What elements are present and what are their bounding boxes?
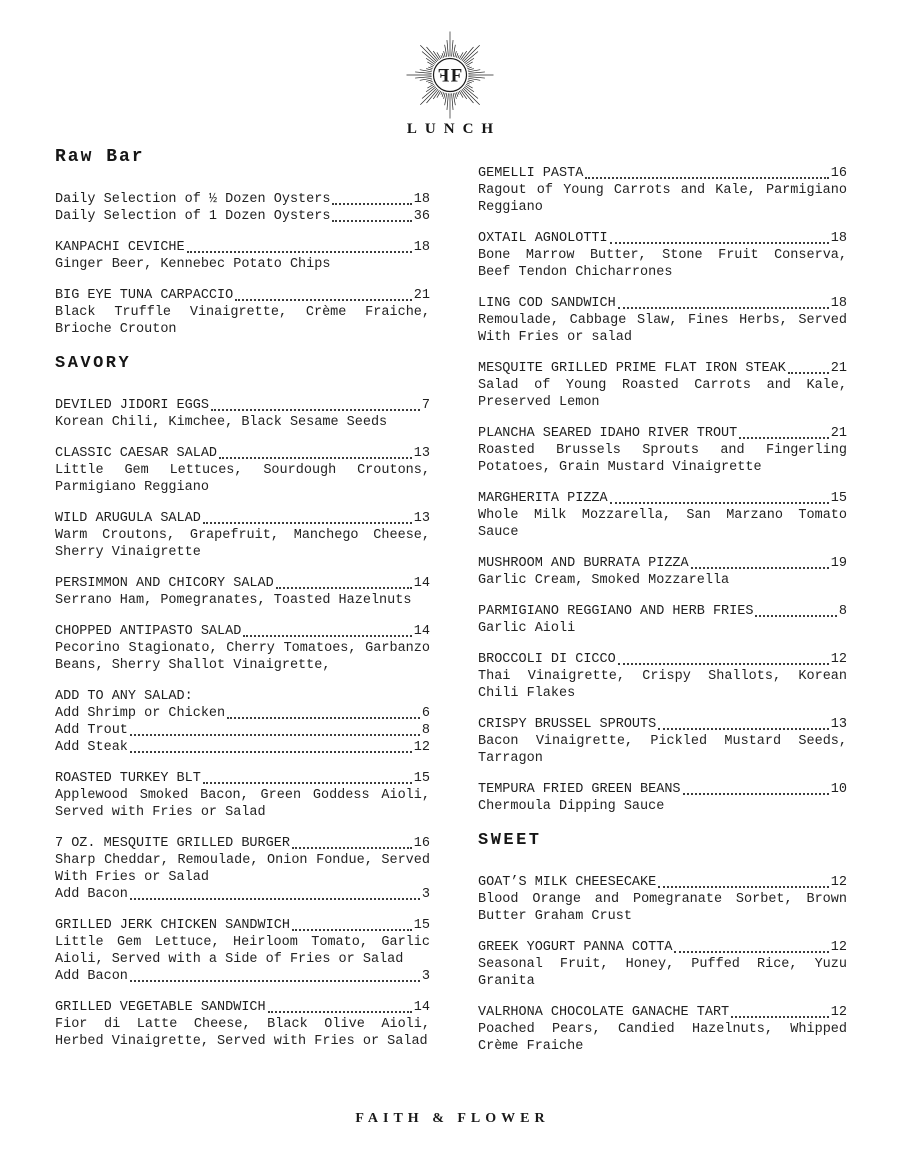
dot-leader — [292, 929, 412, 931]
menu-item-row — [55, 208, 430, 225]
menu-item-price: 7 — [421, 398, 430, 413]
dot-leader — [268, 1011, 412, 1013]
menu-item — [478, 939, 847, 990]
menu-item-row — [55, 968, 430, 985]
menu-item-name: PARMIGIANO REGGIANO AND HERB FRIES — [478, 604, 754, 619]
menu-item-price: 14 — [413, 1000, 430, 1015]
menu-item-price: 12 — [830, 1005, 847, 1020]
menu-item — [55, 917, 430, 985]
menu-item-row — [478, 360, 847, 377]
sunburst-ray — [452, 40, 453, 56]
menu-item-desc: Applewood Smoked Bacon, Green Goddess Aioli, Served with Fries or Salad — [55, 788, 430, 820]
dot-leader — [610, 502, 829, 504]
menu-item-name: Daily Selection of 1 Dozen Oysters — [55, 209, 331, 224]
menu-item — [55, 623, 430, 674]
menu-item-desc: Bone Marrow Butter, Stone Fruit Conserva, Beef Tendon Chicharrones — [478, 248, 847, 280]
restaurant-name: FAITH & FLOWER — [355, 1111, 550, 1126]
menu-item-price: 13 — [830, 717, 847, 732]
dot-leader — [130, 734, 420, 736]
menu-item-price: 15 — [413, 918, 430, 933]
sunburst-ray — [427, 89, 439, 103]
sunburst-ray — [456, 53, 458, 57]
menu-item — [55, 999, 430, 1050]
menu-item-desc: Remoulade, Cabbage Slaw, Fines Herbs, Served With Fries or salad — [478, 313, 847, 345]
dot-leader — [658, 886, 829, 888]
menu-item-price: 16 — [830, 166, 847, 181]
menu-item-row — [478, 295, 847, 312]
menu-item-price: 14 — [413, 576, 430, 591]
menu-column-left — [55, 147, 430, 1069]
menu-item — [478, 425, 847, 476]
sunburst-ray — [467, 66, 470, 67]
dot-leader — [292, 847, 412, 849]
logo-letter-reversed: F — [437, 65, 450, 87]
menu-item-desc: Roasted Brussels Sprouts and Fingerling Potatoes, Grain Mustard Vinaigrette — [478, 443, 847, 475]
dot-leader — [788, 372, 829, 374]
menu-item-row — [55, 688, 430, 705]
menu-item-row — [478, 874, 847, 891]
menu-item-name: GOAT’S MILK CHEESECAKE — [478, 875, 657, 890]
menu-item-price: 12 — [830, 875, 847, 890]
dot-leader — [276, 587, 412, 589]
menu-item — [55, 688, 430, 756]
menu-item-price: 21 — [830, 426, 847, 441]
menu-item — [478, 555, 847, 589]
sunburst-ray — [463, 88, 480, 105]
menu-item — [478, 165, 847, 216]
menu-item-name: GRILLED JERK CHICKEN SANDWICH — [55, 918, 290, 933]
sunburst-ray — [466, 84, 473, 88]
menu-item-row — [478, 781, 847, 798]
menu-item-row — [478, 716, 847, 733]
menu-item-name: 7 OZ. MESQUITE GRILLED BURGER — [55, 836, 290, 851]
menu-item-desc: Korean Chili, Kimchee, Black Sesame Seeds — [55, 415, 388, 430]
menu-item-row — [478, 1004, 847, 1021]
menu-item — [478, 230, 847, 281]
section-title: SWEET — [478, 831, 542, 850]
dot-leader — [691, 567, 829, 569]
menu-item-name: Add Bacon — [55, 887, 128, 902]
menu-item-desc: Ginger Beer, Kennebec Potato Chips — [55, 257, 331, 272]
dot-leader — [674, 951, 828, 953]
menu-item-row — [478, 490, 847, 507]
menu-item — [55, 191, 430, 225]
menu-item — [55, 770, 430, 821]
menu-item-name: BROCCOLI DI CICCO — [478, 652, 616, 667]
menu-item — [478, 490, 847, 541]
menu-item-price: 3 — [421, 887, 430, 902]
menu-item-price: 3 — [421, 969, 430, 984]
sunburst-ray — [427, 47, 439, 61]
dot-leader — [130, 980, 420, 982]
menu-item — [55, 397, 430, 431]
sunburst-ray — [458, 92, 459, 95]
menu-item-name: CHOPPED ANTIPASTO SALAD — [55, 624, 242, 639]
menu-item — [55, 510, 430, 561]
menu-item-row — [55, 770, 430, 787]
menu-item-price: 21 — [413, 288, 430, 303]
menu-item-desc: Pecorino Stagionato, Cherry Tomatoes, Garbanzo Beans, Sherry Shallot Vinaigrette, — [55, 641, 430, 673]
sunburst-ray — [437, 52, 441, 59]
menu-item-price: 15 — [413, 771, 430, 786]
menu-item-row — [478, 165, 847, 182]
menu-item-name: ROASTED TURKEY BLT — [55, 771, 201, 786]
menu-item-desc: Chermoula Dipping Sauce — [478, 799, 665, 814]
menu-item-name: CLASSIC CAESAR SALAD — [55, 446, 218, 461]
menu-item — [478, 603, 847, 637]
menu-item-desc: Thai Vinaigrette, Crispy Shallots, Korean Chili Flakes — [478, 669, 847, 701]
menu-item-name: MARGHERITA PIZZA — [478, 491, 608, 506]
dot-leader — [227, 717, 420, 719]
sunburst-ray — [455, 51, 457, 57]
menu-item — [55, 239, 430, 273]
menu-item-row — [55, 191, 430, 208]
menu-item-name: VALRHONA CHOCOLATE GANACHE TART — [478, 1005, 730, 1020]
sunburst-ray — [428, 67, 432, 69]
menu-item-price: 21 — [830, 361, 847, 376]
menu-item-price: 18 — [830, 231, 847, 246]
sunburst-ray — [464, 87, 478, 99]
menu-item — [55, 835, 430, 903]
menu-item-row — [55, 445, 430, 462]
dot-leader — [610, 242, 829, 244]
dot-leader — [755, 615, 836, 617]
sunburst-ray — [456, 92, 458, 96]
menu-item-row — [55, 705, 430, 722]
sunburst-ray — [447, 93, 448, 109]
sunburst-ray — [442, 53, 444, 57]
menu-item-price: 18 — [830, 296, 847, 311]
menu-item-row — [478, 939, 847, 956]
menu-header — [0, 0, 900, 138]
menu-item-desc: Little Gem Lettuce, Heirloom Tomato, Garlic Aioli, Served with a Side of Fries or Salad — [55, 935, 430, 967]
logo-letter: F — [450, 65, 463, 87]
sunburst-ray — [468, 72, 484, 73]
menu-item-desc: Seasonal Fruit, Honey, Puffed Rice, Yuzu Granita — [478, 957, 847, 989]
sunburst-ray — [442, 92, 444, 96]
menu-item-name: CRISPY BRUSSEL SPROUTS — [478, 717, 657, 732]
dot-leader — [203, 782, 412, 784]
sunburst-ray — [462, 89, 474, 103]
menu-item-price: 10 — [830, 782, 847, 797]
menu-item-price: 14 — [413, 624, 430, 639]
dot-leader — [243, 635, 411, 637]
sunburst-ray — [422, 52, 436, 64]
menu-item-row — [478, 603, 847, 620]
menu-item-row — [55, 623, 430, 640]
menu-item-desc: Bacon Vinaigrette, Pickled Mustard Seeds, Tarragon — [478, 734, 847, 766]
menu-item-row — [55, 835, 430, 852]
dot-leader — [235, 299, 412, 301]
sunburst-ray — [427, 62, 434, 66]
dot-leader — [618, 307, 829, 309]
sunburst-ray — [444, 93, 446, 99]
menu-item-desc: Blood Orange and Pomegranate Sorbet, Brown Butter Graham Crust — [478, 892, 847, 924]
dot-leader — [739, 437, 829, 439]
menu-item-row — [478, 425, 847, 442]
menu-item-name: GREEK YOGURT PANNA COTTA — [478, 940, 673, 955]
sunburst-ray — [444, 51, 446, 57]
sunburst-ray — [455, 93, 457, 99]
menu-item-row — [55, 722, 430, 739]
menu-item-name: Add Shrimp or Chicken — [55, 706, 226, 721]
menu-item-name: KANPACHI CEVICHE — [55, 240, 185, 255]
menu-item-name: DEVILED JIDORI EGGS — [55, 398, 209, 413]
sunburst-ray — [447, 40, 448, 56]
menu-item — [55, 445, 430, 496]
menu-item-price: 12 — [413, 740, 430, 755]
menu-item-name: GRILLED VEGETABLE SANDWICH — [55, 1000, 266, 1015]
menu-item-price: 18 — [413, 240, 430, 255]
menu-body — [0, 147, 900, 1069]
menu-item-name: Add Trout — [55, 723, 128, 738]
menu-item — [478, 874, 847, 925]
sunburst-ray — [464, 52, 478, 64]
dot-leader — [683, 793, 829, 795]
sunburst-ray — [428, 81, 432, 83]
menu-item-row — [55, 886, 430, 903]
sunburst-ray — [437, 91, 441, 98]
sunburst-ray — [466, 62, 473, 66]
sunburst-ray — [467, 67, 471, 69]
menu-item — [478, 360, 847, 411]
menu-item — [478, 295, 847, 346]
dot-leader — [219, 457, 412, 459]
sunburst-ray — [459, 91, 463, 98]
sunburst-ray — [462, 47, 474, 61]
section-title: Raw Bar — [55, 147, 145, 167]
sunburst-ray — [430, 83, 433, 84]
dot-leader — [187, 251, 412, 253]
menu-item-name: GEMELLI PASTA — [478, 166, 584, 181]
menu-item-price: 13 — [413, 511, 430, 526]
menu-item — [55, 287, 430, 338]
menu-item-desc: Fior di Latte Cheese, Black Olive Aioli, Herbed Vinaigrette, Served with Fries or Salad — [55, 1017, 430, 1049]
dot-leader — [211, 409, 420, 411]
menu-item-desc: Salad of Young Roasted Carrots and Kale, Preserved Lemon — [478, 378, 847, 410]
menu-item-row — [478, 651, 847, 668]
ff-monogram-icon — [438, 66, 462, 87]
sunburst-ray — [458, 55, 459, 58]
menu-item-desc: Ragout of Young Carrots and Kale, Parmigiano Reggiano — [478, 183, 847, 215]
menu-item-row — [55, 397, 430, 414]
sunburst-ray — [468, 80, 474, 82]
menu-item-desc: Little Gem Lettuces, Sourdough Croutons, Parmigiano Reggiano — [55, 463, 430, 495]
menu-item-row — [55, 739, 430, 756]
menu-item-desc: Whole Milk Mozzarella, San Marzano Tomato Sauce — [478, 508, 847, 540]
menu-column-right — [478, 147, 847, 1069]
menu-item-row — [55, 510, 430, 527]
menu-item — [478, 716, 847, 767]
menu-item-price: 6 — [421, 706, 430, 721]
menu-item — [55, 575, 430, 609]
sunburst-ray — [430, 66, 433, 67]
menu-item-row — [55, 575, 430, 592]
menu-item-name: PLANCHA SEARED IDAHO RIVER TROUT — [478, 426, 738, 441]
sunburst-ray — [452, 93, 453, 109]
dot-leader — [618, 663, 829, 665]
dot-leader — [658, 728, 829, 730]
menu-item-name: BIG EYE TUNA CARPACCIO — [55, 288, 234, 303]
sunburst-ray — [467, 81, 471, 83]
menu-item-name: PERSIMMON AND CHICORY SALAD — [55, 576, 274, 591]
menu-item-row — [478, 555, 847, 572]
menu-item-price: 19 — [830, 556, 847, 571]
menu-item-row — [478, 230, 847, 247]
sunburst-ray — [422, 87, 436, 99]
dot-leader — [203, 522, 412, 524]
menu-item-row — [55, 917, 430, 934]
meal-label: LUNCH — [406, 121, 502, 137]
menu-item-row — [55, 239, 430, 256]
menu-item-name: Daily Selection of ½ Dozen Oysters — [55, 192, 331, 207]
menu-item-name: WILD ARUGULA SALAD — [55, 511, 201, 526]
menu-item-name: TEMPURA FRIED GREEN BEANS — [478, 782, 681, 797]
ff-sunburst-logo — [405, 30, 495, 120]
menu-item-desc: Poached Pears, Candied Hazelnuts, Whipped Crème Fraiche — [478, 1022, 847, 1054]
dot-leader — [731, 1016, 829, 1018]
menu-item-price: 8 — [421, 723, 430, 738]
menu-item-name: MESQUITE GRILLED PRIME FLAT IRON STEAK — [478, 361, 786, 376]
menu-item-name: Add Steak — [55, 740, 128, 755]
menu-item-desc: Garlic Cream, Smoked Mozzarella — [478, 573, 730, 588]
sunburst-ray — [420, 45, 437, 62]
menu-item-name: Add Bacon — [55, 969, 128, 984]
menu-item-row — [55, 287, 430, 304]
sunburst-ray — [441, 55, 442, 58]
sunburst-ray — [415, 72, 431, 73]
menu-item — [478, 651, 847, 702]
dot-leader — [130, 898, 420, 900]
menu-item-name: MUSHROOM AND BURRATA PIZZA — [478, 556, 689, 571]
sunburst-ray — [415, 77, 431, 78]
menu-item-name: LING COD SANDWICH — [478, 296, 616, 311]
menu-item-price: 13 — [413, 446, 430, 461]
menu-item-price: 8 — [838, 604, 847, 619]
menu-item — [478, 781, 847, 815]
sunburst-ray — [426, 69, 432, 71]
dot-leader — [585, 177, 828, 179]
dot-leader — [130, 751, 412, 753]
sunburst-ray — [468, 77, 484, 78]
menu-item-price: 15 — [830, 491, 847, 506]
menu-item — [478, 1004, 847, 1055]
dot-leader — [332, 220, 411, 222]
sunburst-ray — [463, 45, 480, 62]
menu-item-price: 18 — [413, 192, 430, 207]
menu-item-desc: Sharp Cheddar, Remoulade, Onion Fondue, Served With Fries or Salad — [55, 853, 430, 885]
sunburst-ray — [468, 69, 474, 71]
menu-item-name: ADD TO ANY SALAD: — [55, 689, 193, 704]
menu-item-desc: Garlic Aioli — [478, 621, 576, 636]
menu-item-price: 12 — [830, 940, 847, 955]
sunburst-ray — [459, 52, 463, 59]
sunburst-ray — [420, 88, 437, 105]
menu-item-name: OXTAIL AGNOLOTTI — [478, 231, 608, 246]
dot-leader — [332, 203, 411, 205]
section-title: SAVORY — [55, 354, 132, 373]
menu-item-price: 36 — [413, 209, 430, 224]
menu-item-desc: Black Truffle Vinaigrette, Crème Fraiche, Brioche Crouton — [55, 305, 430, 337]
menu-item-price: 12 — [830, 652, 847, 667]
menu-item-desc: Serrano Ham, Pomegranates, Toasted Hazelnuts — [55, 593, 412, 608]
sunburst-ray — [441, 92, 442, 95]
menu-item-price: 16 — [413, 836, 430, 851]
sunburst-ray — [427, 84, 434, 88]
menu-item-desc: Warm Croutons, Grapefruit, Manchego Cheese, Sherry Vinaigrette — [55, 528, 430, 560]
menu-item-row — [55, 999, 430, 1016]
sunburst-ray — [467, 83, 470, 84]
sunburst-ray — [426, 80, 432, 82]
